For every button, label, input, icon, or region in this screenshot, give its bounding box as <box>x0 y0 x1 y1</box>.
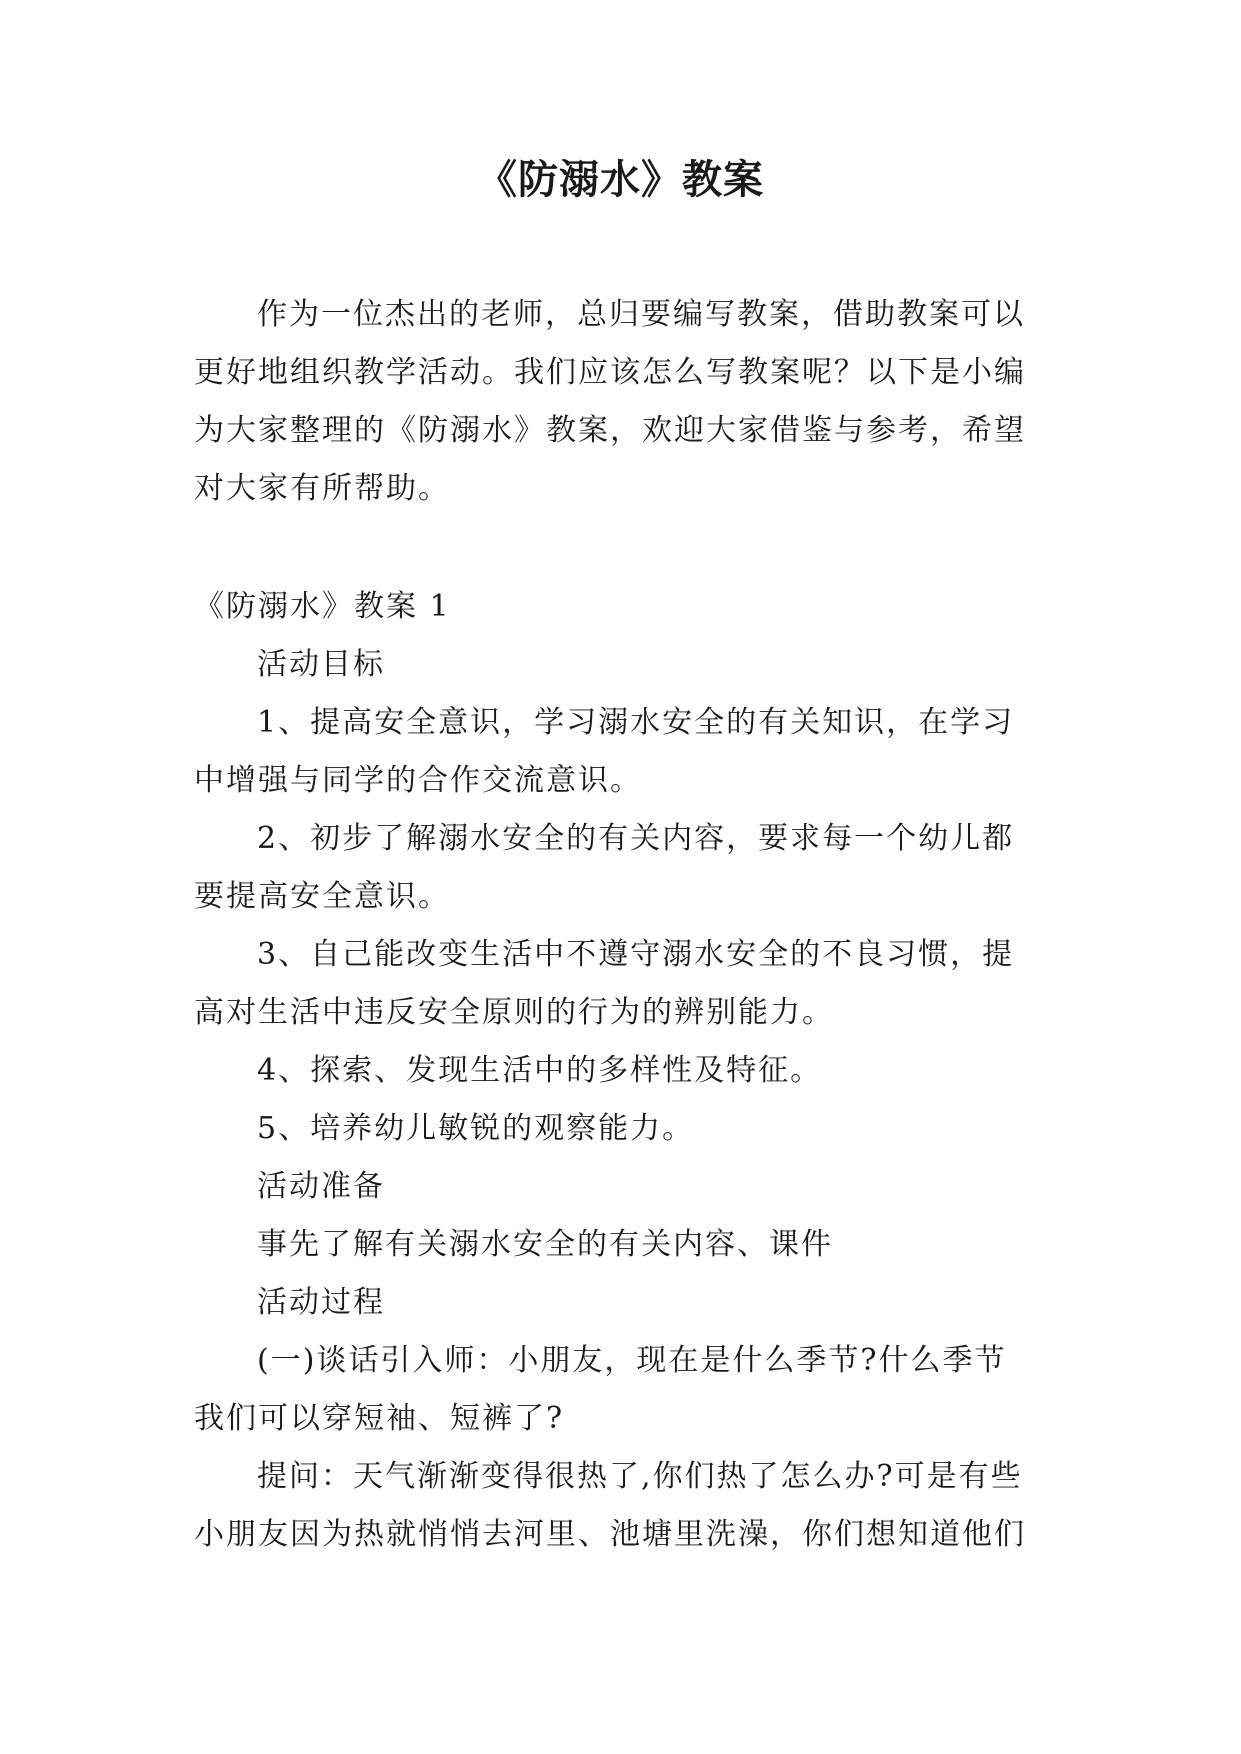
subheading-activity-process: 活动过程 <box>257 1285 385 1320</box>
goal-item: 1、提高安全意识，学习溺水安全的有关知识，在学习 <box>257 705 1015 740</box>
intro-paragraph <box>194 286 1052 518</box>
goal-item: 2、初步了解溺水安全的有关内容，要求每一个幼儿都 <box>257 821 1015 856</box>
preparation-text: 事先了解有关溺水安全的有关内容、课件 <box>257 1227 833 1262</box>
process-paragraph: 提问：天气渐渐变得很热了,你们热了怎么办?可是有些 <box>257 1459 1023 1494</box>
subheading-activity-preparation: 活动准备 <box>257 1169 385 1204</box>
intro-line: 更好地组织教学活动。我们应该怎么写教案呢？以下是小编 <box>194 355 1026 390</box>
process-paragraph-continued: 我们可以穿短袖、短裤了? <box>194 1401 565 1436</box>
goal-item: 3、自己能改变生活中不遵守溺水安全的不良习惯，提 <box>257 937 1015 972</box>
goal-item: 5、培养幼儿敏锐的观察能力。 <box>257 1111 695 1146</box>
intro-line: 对大家有所帮助。 <box>194 471 450 506</box>
goal-item-continued: 高对生活中违反安全原则的行为的辨别能力。 <box>194 995 834 1030</box>
process-paragraph-continued: 小朋友因为热就悄悄去河里、池塘里洗澡，你们想知道他们 <box>194 1517 1026 1552</box>
document-title: 《防溺水》教案 <box>477 157 764 203</box>
goal-item: 4、探索、发现生活中的多样性及特征。 <box>257 1053 823 1088</box>
intro-line: 作为一位杰出的老师，总归要编写教案，借助教案可以 <box>257 297 1025 332</box>
subheading-activity-goals: 活动目标 <box>257 647 385 682</box>
section-heading: 《防溺水》教案 1 <box>194 589 451 624</box>
process-paragraph: (一)谈话引入师：小朋友，现在是什么季节?什么季节 <box>257 1343 1007 1378</box>
lesson-plan-section <box>194 578 1052 1564</box>
goal-item-continued: 中增强与同学的合作交流意识。 <box>194 763 642 798</box>
goal-item-continued: 要提高安全意识。 <box>194 879 450 914</box>
intro-line: 为大家整理的《防溺水》教案，欢迎大家借鉴与参考，希望 <box>194 413 1026 448</box>
